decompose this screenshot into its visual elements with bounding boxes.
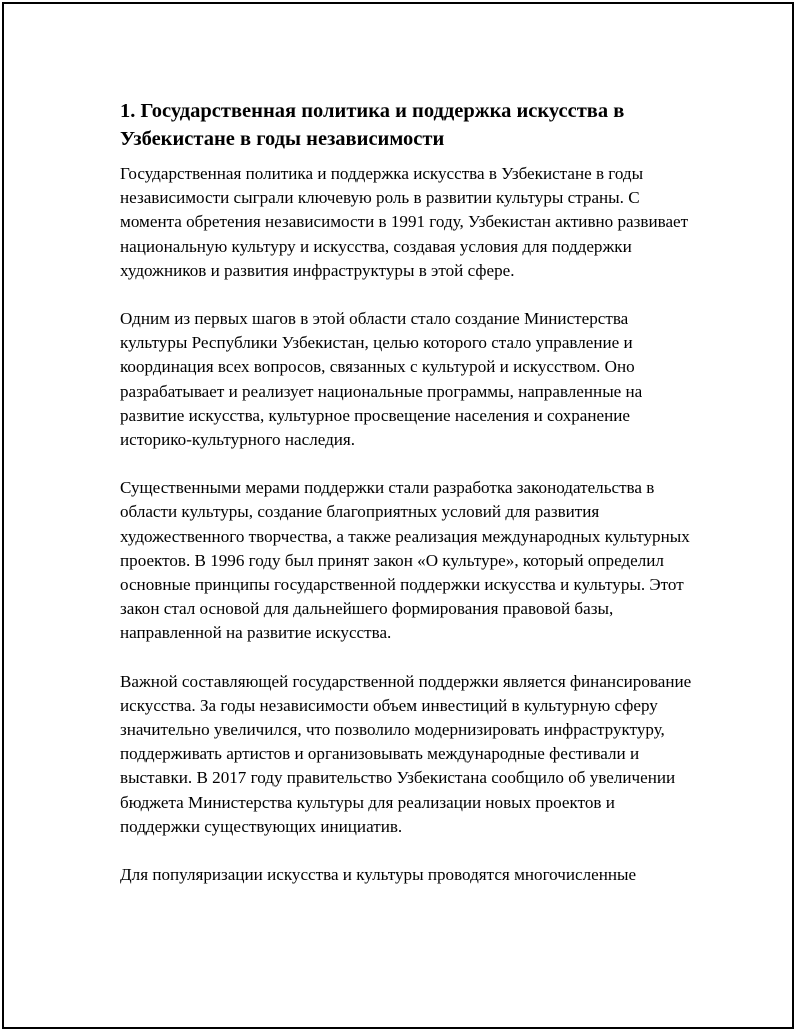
page-frame [2, 2, 794, 1029]
paragraph-intro: Государственная политика и поддержка искусства в Узбекистане в годы независимости сыграли ключевую роль в развитии культуры страны. С момента обретения независимости в 1991 году, Узбекистан активно развивает национальную культуру и искусства, создавая условия для поддержки художников и развития инфраструктуры в этой сфере. [120, 164, 689, 280]
paragraph-ministry: Одним из первых шагов в этой области стало создание Министерства культуры Республики Узбекистан, целью которого стало управление и координация всех вопросов, связанных с культурой и искусством. Оно разрабатывает и реализует национальные программы, направленные на развитие искусства, культурное просвещение населения и сохранение историко-культурного наследия. [120, 309, 643, 450]
paragraph-popularization: Для популяризации искусства и культуры проводятся многочисленные [120, 865, 637, 885]
paragraph-financing: Важной составляющей государственной поддержки является финансирование искусства. За годы независимости объем инвестиций в культурную сферу значительно увеличился, что позволило модернизировать инфраструктуру, поддерживать артистов и организовывать международные фестивали и выставки. В 2017 году правительство Узбекистана сообщило об увеличении бюджета Министерства культуры для реализации новых проектов и поддержки существующих инициатив. [120, 671, 692, 836]
paragraph-legislation: Существенными мерами поддержки стали разработка законодательства в области культуры, создание благоприятных условий для развития художественного творчества, а также реализация международных культурных проектов. В 1996 году был принят закон «О культуре», который определил основные принципы государственной поддержки искусства и культуры. Этот закон стал основой для дальнейшего формирования правовой базы, направленной на развитие искусства. [120, 478, 690, 643]
section-heading: 1. Государственная политика и поддержка искусства в Узбекистане в годы независимости [120, 100, 625, 150]
document-body [120, 97, 695, 887]
